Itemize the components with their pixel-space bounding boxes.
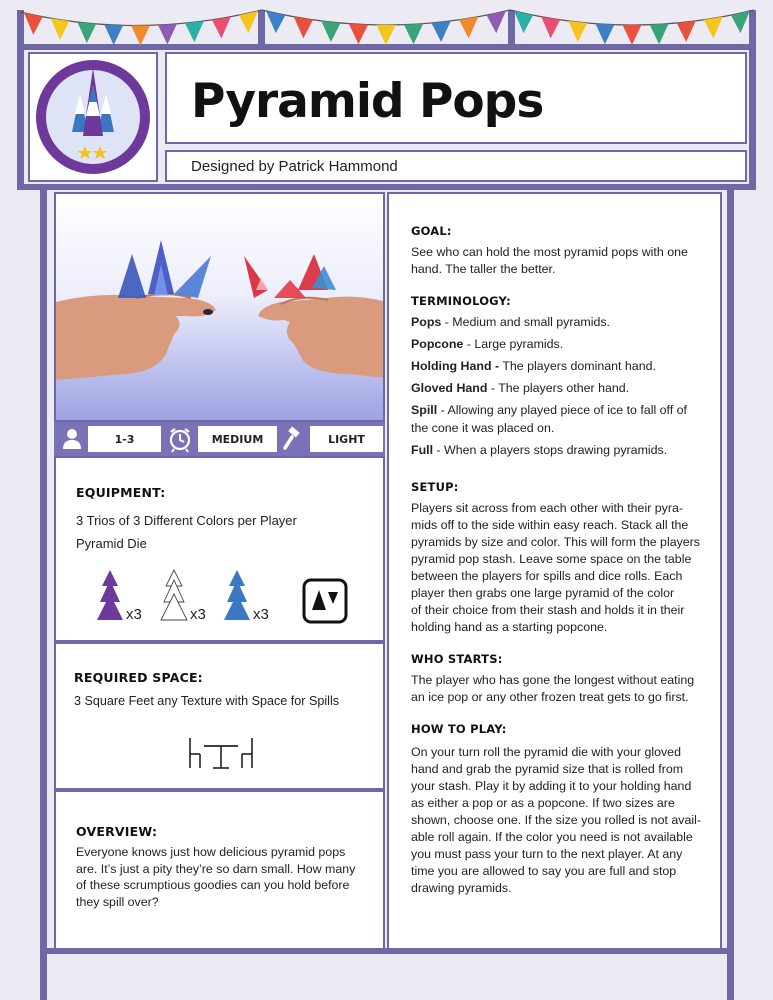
who-starts-heading: WHO STARTS: [411, 652, 503, 666]
game-weight: LIGHT [310, 426, 383, 452]
setup-line: pyramid pop stash. Leave some space on the table [411, 552, 692, 566]
goal-text [411, 244, 713, 278]
bunting-flag [541, 17, 560, 39]
term-label: Popcone [411, 337, 464, 351]
setup-line: holding hand as a starting popcone. [411, 620, 608, 634]
bunting-flag [568, 21, 587, 42]
game-title: Pyramid Pops [191, 74, 544, 129]
bunting-flag [185, 21, 204, 42]
goal-heading: GOAL: [411, 224, 452, 238]
goal-line: See who can hold the most pyramid pops with one [411, 245, 688, 259]
setup-line: player then grabs one large pyramid of the color [411, 586, 675, 600]
player-count: 1-3 [88, 426, 161, 452]
term-holding-hand [411, 358, 713, 375]
who-starts-line: an ice pop or any other frozen treat gets to go first. [411, 690, 689, 704]
bunting-flag [321, 21, 340, 42]
required-space-heading: REQUIRED SPACE: [74, 670, 203, 685]
game-logo [30, 54, 156, 180]
designer-box [165, 150, 747, 182]
term-label: Gloved Hand [411, 381, 488, 395]
hammer-icon [280, 425, 308, 453]
setup-line: mids off to the side within easy reach. Stack all the [411, 518, 689, 532]
term-label: Holding Hand - [411, 359, 500, 373]
bunting-flag [51, 18, 70, 40]
player-icon [58, 425, 86, 453]
frame-post-right-lower [727, 185, 734, 1000]
term-definition: - Medium and small pyramids. [441, 315, 610, 329]
bunting-flag [131, 25, 150, 45]
goal-line: hand. The taller the better. [411, 262, 556, 276]
setup-heading: SETUP: [411, 480, 459, 494]
frame-post-left-lower [40, 185, 47, 1000]
equipment-item: 3 Trios of 3 Different Colors per Player [76, 513, 297, 528]
bunting-flag [212, 17, 231, 39]
equipment-heading: EQUIPMENT: [76, 485, 166, 500]
bunting-flag [650, 24, 669, 45]
how-to-play-line: time you are allowed to say you are full and stop [411, 864, 677, 878]
setup-line: pyramids by size and color. This will form the players [411, 535, 700, 549]
term-definition: - When a players stops drawing pyramids. [433, 443, 668, 457]
blue-pyramid-trio-icon [223, 568, 251, 622]
stats-bar [54, 422, 385, 456]
game-logo-box [28, 52, 158, 182]
term-pops [411, 314, 713, 331]
who-starts-line: The player who has gone the longest without eating [411, 673, 695, 687]
term-spill [411, 402, 713, 419]
overview-line: are. It’s just a pity they’re so darn small. How many [76, 861, 356, 876]
hands-with-pyramids-illustration [56, 194, 385, 422]
equipment-panel [54, 456, 385, 642]
bunting-flag [459, 17, 478, 39]
how-to-play-line: able roll again. If the color you need is not available [411, 830, 693, 844]
how-to-play-line: shown, choose one. If the size you rolled is not avail- [411, 813, 701, 827]
terminology-heading: TERMINOLOGY: [411, 294, 511, 308]
bunting-flags [24, 11, 750, 46]
how-to-play-heading: HOW TO PLAY: [411, 722, 507, 736]
setup-line: of their choice from their stash and holds it in their [411, 603, 685, 617]
bunting-flag [158, 24, 177, 45]
term-gloved-hand [411, 380, 713, 397]
overview-line: of these scrumptious goodies can you hold before [76, 878, 350, 892]
title-box [165, 52, 747, 144]
who-starts-text [411, 672, 713, 706]
bunting-flag [677, 21, 696, 42]
term-popcone [411, 336, 713, 353]
term-definition: - The players other hand. [487, 381, 630, 395]
bunting-flag [623, 25, 642, 45]
setup-text [411, 500, 713, 636]
term-full [411, 442, 713, 459]
how-to-play-text [411, 744, 713, 897]
play-time: MEDIUM [198, 426, 277, 452]
purple-multiplier: x3 [126, 606, 142, 623]
term-label: Full [411, 443, 434, 457]
frame-rail-header-bottom [17, 184, 756, 190]
setup-line: Players sit across from each other with their pyra- [411, 501, 684, 515]
how-to-play-line: On your turn roll the pyramid die with your gloved [411, 745, 681, 759]
setup-line: between the players for spills and dice rolls. Each [411, 569, 683, 583]
table-and-chairs-icon [186, 736, 256, 770]
pyramid-die-icon [302, 578, 348, 624]
white-pyramid-trio-icon [160, 568, 188, 622]
bunting-flag [349, 24, 368, 45]
term-spill-continued: the cone it was placed on. [411, 421, 555, 435]
overview-panel [54, 790, 385, 950]
bunting-flag [104, 24, 123, 45]
white-multiplier: x3 [190, 606, 206, 623]
bunting-flag [704, 17, 723, 39]
equipment-item: Pyramid Die [76, 536, 147, 551]
required-space-panel [54, 642, 385, 790]
bunting-flag [77, 22, 96, 43]
how-to-play-line: drawing pyramids. [411, 881, 512, 895]
overview-text [76, 844, 376, 910]
bunting-flag [376, 25, 395, 45]
purple-pyramid-trio-icon [96, 568, 124, 622]
hero-photo [54, 192, 385, 422]
overview-line: Everyone knows just how delicious pyramid pops [76, 845, 346, 859]
bunting-flag [595, 24, 614, 45]
rules-panel [387, 192, 722, 950]
designer-credit: Designed by Patrick Hammond [191, 158, 398, 175]
term-definition: - Allowing any played piece of ice to fall off of [437, 403, 687, 417]
how-to-play-line: hand and grab the pyramid size that is rolled from [411, 762, 684, 776]
bunting-flag [431, 21, 450, 42]
term-label: Spill [411, 403, 438, 417]
bunting-flag [404, 24, 423, 45]
term-label: Pops [411, 315, 442, 329]
bunting-flag [24, 13, 43, 35]
how-to-play-line: you must pass your turn to the next player. At any [411, 847, 683, 861]
term-definition: The players dominant hand. [499, 359, 656, 373]
term-definition: - Large pyramids. [463, 337, 564, 351]
alarm-clock-icon [166, 425, 194, 453]
how-to-play-line: your stash. Play it by adding it to your holding hand [411, 779, 692, 793]
bunting-flag [294, 17, 313, 39]
required-space-text: 3 Square Feet any Texture with Space for Spills [74, 694, 340, 708]
overview-heading: OVERVIEW: [76, 824, 158, 839]
how-to-play-line: as either a pop or as a popcone. If two sizes are [411, 796, 675, 810]
blue-multiplier: x3 [253, 606, 269, 623]
overview-line: they spill over? [76, 894, 159, 909]
